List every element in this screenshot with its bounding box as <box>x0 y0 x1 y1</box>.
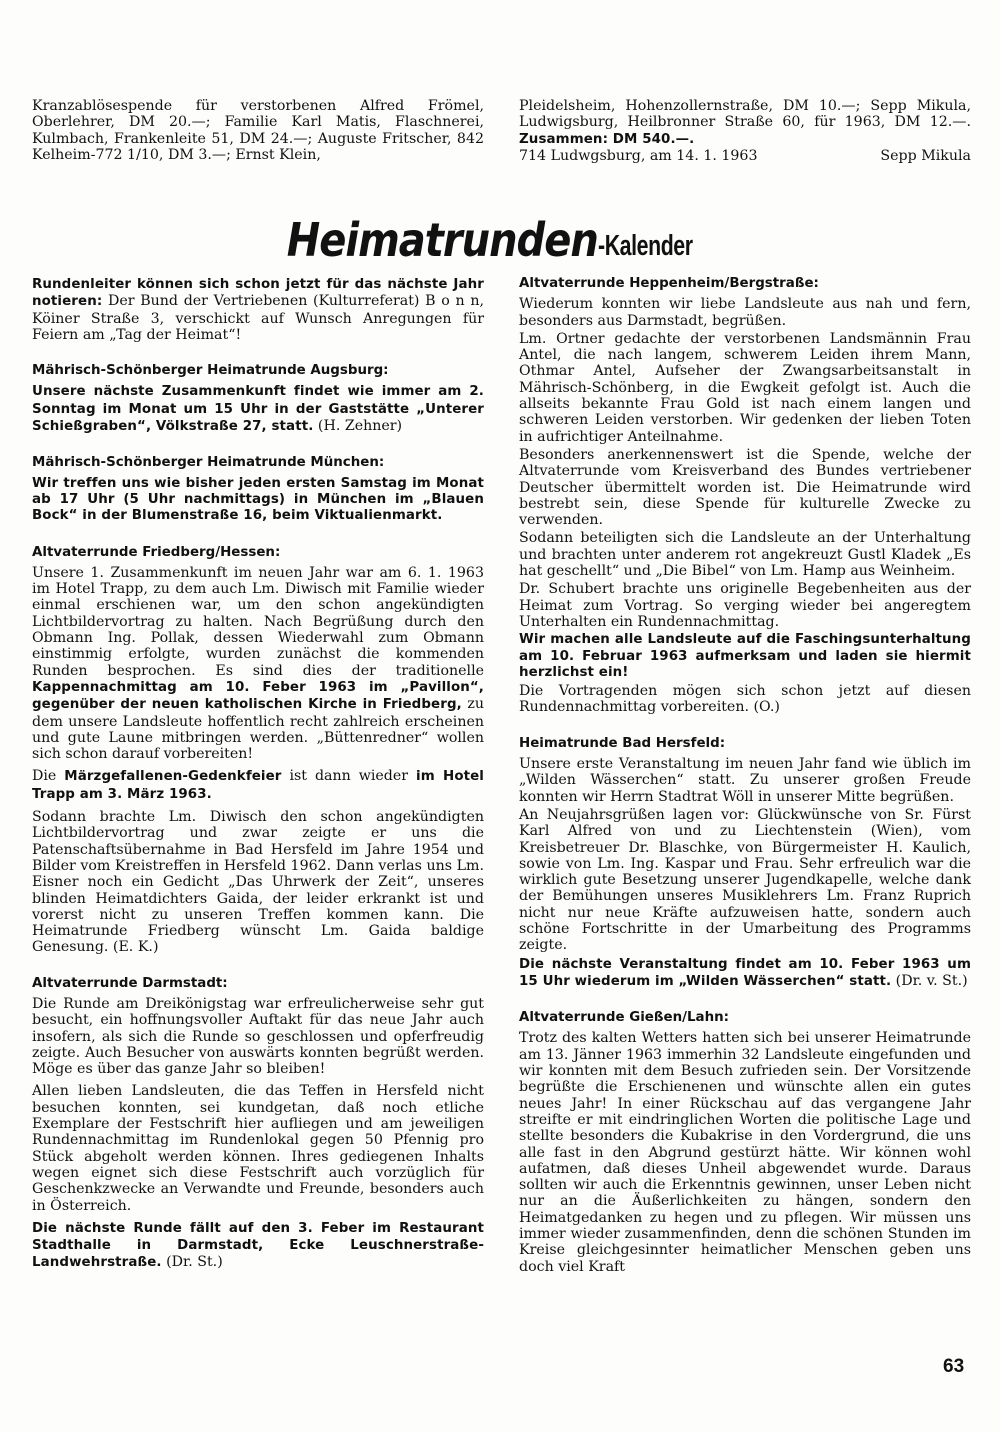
friedberg-p1-b: zu dem unsere Landsleute hoffentlich recht zahlreich erscheinen und gute Laune mitbringen werden. „Büttenredner“ wollen sich schon darauf vorbereiten! <box>32 696 484 763</box>
friedberg-p2-bold2: im Hotel Trapp am 3. März 1963. <box>32 769 484 802</box>
donation-list-continued-left <box>32 98 484 169</box>
hersfeld-sign: (Dr. v. St.) <box>895 972 968 989</box>
hersfeld-paragraph-2: An Neujahrsgrüßen lagen vor: Glückwünsche von Sr. Fürst Karl Alfred von und zu Liechtenstein (Wien), vom Kreisbetreuer Dr. Blaschke, von Bürgermeister H. Kaulich, sowie von Lm. Ing. Kaspar und Frau. Sehr erfreulich war die wirklich gute Besetzung unserer Jugendkapelle, welche dank der Bemühungen unseres Musiklehrers Lm. Franz Ruprich nicht nur neue Kräfte aufzuweisen hatte, sondern auch schöne Fortschritte in der Umarbeitung des Programms zeigte. <box>519 806 971 954</box>
friedberg-p2-bold1: Märzgefallenen-Gedenkfeier <box>64 769 282 785</box>
intro-text: Der Bund der Vertriebenen (Kulturreferat) B o n n, Köiner Straße 3, verschickt auf Wunsch Anregungen für Feiern am „Tag der Heimat“! <box>32 293 484 343</box>
donation-list-continued-right <box>519 98 971 164</box>
darmstadt-paragraph-2: Allen lieben Landsleuten, die das Teffen in Hersfeld nicht besuchen konnten, sei kundgetan, daß noch etliche Exemplare der Festschrift hier aufliegen und am jeweiligen Rundennachmittag im Rundenlokal gegen 50 Pfennig pro Stück abgeholt werden können. Ihres gediegenen Inhalts wegen eignet sich diese Festschrift auch vorzüglich für Geschenkzwecke an Verwandte und Freunde, besonders auch in Österreich. <box>32 1083 484 1214</box>
place-date: 714 Ludwgsburg, am 14. 1. 1963 <box>519 147 758 164</box>
donation-text-right <box>519 98 971 148</box>
friedberg-p1-a: Unsere 1. Zusammenkunft im neuen Jahr war am 6. 1. 1963 im Hotel Trapp, zu dem auch Lm. Diwisch mit Familie wieder einmal erschienen war, um den schon angekündigten Lichtbildervortrag zu halten. Nach Begrüßung durch den Obmann Ing. Pollak, dessen Wiederwahl zum Obmann einstimmig erfolgte, wurden zunächst die kommenden Runden besprochen. Es sind dies der traditionelle <box>32 564 484 679</box>
friedberg-p1-bold: Kappennachmittag am 10. Feber 1963 im „Pavillon“, gegenüber der neuen katholischen Kirche in Friedberg, <box>32 679 484 713</box>
friedberg-paragraph-2 <box>32 768 484 803</box>
heppenheim-paragraph-3: Besonders anerkennenswert ist die Spende, welche der Altvaterrunde vom Kreisverband des Bundes vertriebener Deutscher übermittelt worden ist. Die Heimatrunde wird bestrebt sein, diese Spende für kulturelle Zwecke zu verwenden. <box>519 446 971 529</box>
section-heading-heppenheim: Altvaterrunde Heppenheim/Bergstraße: <box>519 276 819 291</box>
page-title <box>0 214 1000 268</box>
section-heading-hersfeld: Heimatrunde Bad Hersfeld: <box>519 735 726 751</box>
darmstadt-sign: (Dr. St.) <box>166 1254 223 1271</box>
hersfeld-bold: Die nächste Veranstaltung findet am 10. Feber 1963 um 15 Uhr wiederum im „Wilden Wässerchen“ statt. <box>519 956 971 989</box>
muenchen-paragraph: Wir treffen uns wie bisher jeden ersten Samstag im Monat ab 17 Uhr (5 Uhr nachmittags) in München im „Blauen Bock“ in der Blumenstraße 16, beim Viktualienmarkt. <box>32 475 484 524</box>
friedberg-p2-b: ist dann wieder <box>289 768 409 785</box>
donation-total: Zusammen: DM 540.—. <box>519 131 695 147</box>
right-column <box>519 276 971 1281</box>
augsburg-paragraph <box>32 383 484 435</box>
signature-row <box>519 148 971 164</box>
heppenheim-bold: Wir machen alle Landsleute auf die Faschingsunterhaltung am 10. Februar 1963 aufmerksam und laden sie hiermit herzlichst ein! <box>519 632 971 680</box>
friedberg-paragraph-3: Sodann brachte Lm. Diwisch den schon angekündigten Lichtbildervortrag und zwar zeigte er uns die Patenschaftsübernahme in Bad Hersfeld im Jahre 1954 und Bilder vom Kreistreffen in Hersfeld 1962. Dann verlas uns Lm. Eisner noch ein Gedicht „Das Uhrwerk der Zeit“, unseres blinden Heimatdichters Gaida, der leider erkrankt ist und vorerst nicht zu unseren Treffen kommen kann. Die Heimatrunde Friedberg wünscht Lm. Gaida baldige Genesung. (E. K.) <box>32 809 484 956</box>
hersfeld-paragraph-1: Unsere erste Veranstaltung im neuen Jahr fand wie üblich im „Wilden Wässerchen“ statt. Zu unserer großen Freude konnten wir Herrn Stadtrat Wöll in unserer Mitte begrüßen. <box>519 756 971 805</box>
section-heading-muenchen: Mährisch-Schönberger Heimatrunde München: <box>32 455 385 471</box>
darmstadt-bold: Die nächste Runde fällt auf den 3. Feber im Restaurant Stadthalle in Darmstadt, Ecke Leuschnerstraße-Landwehrstraße. <box>32 1220 484 1271</box>
heppenheim-paragraph-2: Lm. Ortner gedachte der verstorbenen Landsmännin Frau Antel, die nach langem, schwerem Leiden ihrem Mann, Othmar Antel, Aufseher der Zwangsarbeitsanstalt in Mährisch-Schönberg, in die Ewgkeit gefolgt ist. Auch die allseits bekannte Frau Gold ist nach einem langen und schweren Leiden verstorben. Wir gedenken der lieben Toten in aufrichtiger Anteilnahme. <box>519 330 971 445</box>
augsburg-sign: (H. Zehner) <box>317 418 403 435</box>
darmstadt-paragraph-3 <box>32 1220 484 1272</box>
donation-text-left: Kranzablösespende für verstorbenen Alfred Frömel, Oberlehrer, DM 20.—; Familie Karl Matis, Flaschnerei, Kulmbach, Frankenleite 51, DM 24.—; Auguste Fritscher, 842 Kelheim-772 1/10, DM 3.—; Ernst Klein, <box>32 98 484 163</box>
section-heading-friedberg: Altvaterrunde Friedberg/Hessen: <box>32 544 281 560</box>
intro-bold: Rundenleiter können sich schon jetzt für das nächste Jahr notieren: <box>32 277 484 310</box>
signature: Sepp Mikula <box>880 147 971 164</box>
darmstadt-paragraph-1: Die Runde am Dreikönigstag war erfreulicherweise sehr gut besucht, ein hoffnungsvoller Auftakt für das neue Jahr auch insofern, als sich die Runde so geschlossen und opferfreudig zeigte. Auch Besucher von auswärts konnten begrüßt werden. Möge es über das ganze Jahr so bleiben! <box>32 995 484 1078</box>
hersfeld-paragraph-3 <box>519 956 971 991</box>
title-sub: -Kalender <box>597 228 693 262</box>
donation-text-right-body: Pleidelsheim, Hohenzollernstraße, DM 10.—; Sepp Mikula, Ludwigsburg, Heilbronner Straße 60, für 1963, DM 12.—. <box>519 98 971 131</box>
augsburg-bold: Unsere nächste Zusammenkunft findet wie immer am 2. Sonntag im Monat um 15 Uhr in der Gaststätte „Unterer Schießgraben“, Völkstraße 27, statt. <box>32 384 484 435</box>
heppenheim-paragraph-6: Die Vortragenden mögen sich schon jetzt auf diesen Rundennachmittag vorbereiten. (O.) <box>519 683 971 716</box>
friedberg-p2-a: Die <box>32 768 57 785</box>
heppenheim-paragraph-1: Wiederum konnten wir liebe Landsleute aus nah und fern, besonders aus Darmstadt, begrüßen. <box>519 296 971 329</box>
friedberg-paragraph-1 <box>32 565 484 763</box>
heppenheim-paragraph-4: Sodann beteiligten sich die Landsleute an der Unterhaltung und brachten unter anderem rot angekreuzt Gustl Kladek „Es hat geschellt“ und „Die Bibel“ von Lm. Hamp aus Weinheim. <box>519 530 971 580</box>
giessen-paragraph-1: Trotz des kalten Wetters hatten sich bei unserer Heimatrunde am 13. Jänner 1963 immerhin 32 Landsleute eingefunden und wir konnten mit dem Besuch zufrieden sein. Der Vorsitzende begrüßte die Erschienenen und wünschte allen ein gutes neues Jahr! In einer Rückschau auf das vergangene Jahr streifte er mit eindringlichen Worten die politische Lage und stellte besonders die Kubakrise in den Vordergrund, die uns alle fast in den Abgrund gestürzt hätte. Wir können wohl aufatmen, daß dieses Unheil abgewendet wurde. Daraus sollten wir auch die Erkenntnis gewinnen, unser Leben nicht nur an die Äußerlichkeiten zu hängen, sondern den Heimatgedanken zu hegen und zu pflegen. Wir müssen uns immer wieder zusammenfinden, denn die schönen Stunden im Kreise gleichgesinnter heimatlicher Menschen geben uns doch viel Kraft <box>519 1030 971 1275</box>
section-heading-darmstadt: Altvaterrunde Darmstadt: <box>32 975 228 991</box>
left-column <box>32 276 484 1278</box>
section-heading-augsburg: Mährisch-Schönberger Heimatrunde Augsburg: <box>32 363 389 379</box>
heppenheim-paragraph-5: Dr. Schubert brachte uns originelle Begebenheiten aus der Heimat zum Vortrag. So verging wieder bei angeregtem Unterhalten ein Rundennachmittag. <box>519 581 971 630</box>
title-main: Heimatrunden <box>286 214 598 268</box>
intro-paragraph <box>32 276 484 343</box>
section-heading-giessen: Altvaterrunde Gießen/Lahn: <box>519 1010 729 1026</box>
page-number: 63 <box>943 1356 965 1377</box>
